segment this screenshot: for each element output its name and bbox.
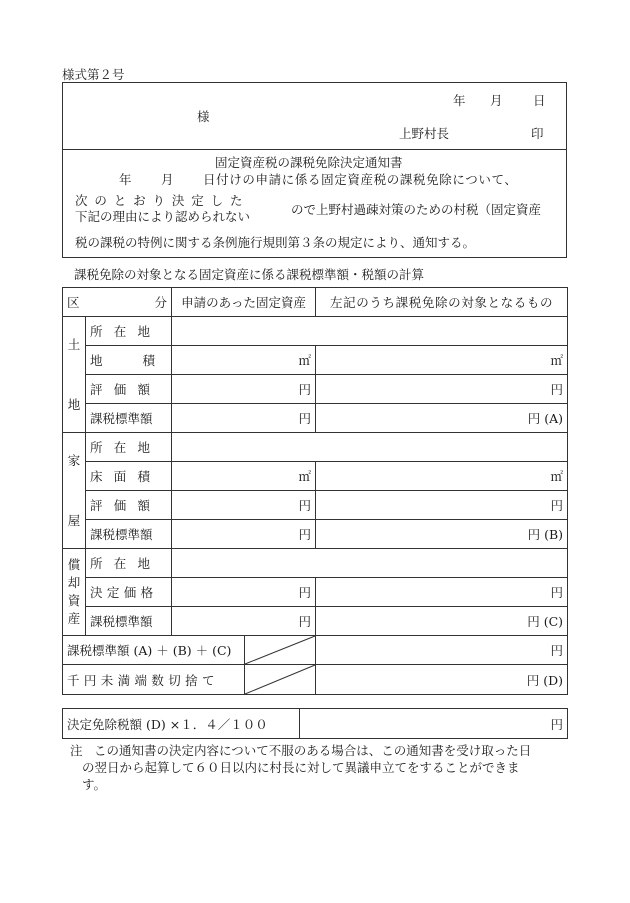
date-year: 年 (453, 93, 466, 108)
land-group-label: 土 地 (63, 317, 86, 433)
depr-group-label: 償 却 資 産 (63, 549, 86, 636)
table-row (63, 404, 568, 433)
land-valuation-applied[interactable]: 円 (172, 375, 316, 404)
round-label: 千円未満端数切捨て (63, 665, 245, 695)
notice-line2: ので上野村過疎対策のための村税（固定資産 (291, 202, 542, 217)
notice-line1: 日付けの申請に係る固定資産税の課税免除について、 (203, 172, 518, 187)
calc-table (62, 287, 568, 695)
diagonal-line (245, 636, 315, 664)
house-floor-exempt[interactable]: ㎡ (316, 462, 568, 491)
table-row (63, 433, 568, 462)
decision-label: 決定免除税額 (D) ×１．４／１００ (63, 709, 300, 739)
table-row (63, 549, 568, 578)
depr-price-applied[interactable]: 円 (172, 578, 316, 607)
note-line2: の翌日から起算して６０日以内に村長に対して異議申立てをすることができま (82, 760, 520, 775)
depr-base-exempt[interactable]: 円 (C) (316, 607, 568, 636)
seal-mark: 印 (531, 126, 544, 141)
form-number: 様式第２号 (62, 67, 125, 82)
decision-row (63, 709, 568, 739)
note-line1: この通知書の決定内容について不服のある場合は、この通知書を受け取った日 (94, 743, 532, 758)
house-base-applied[interactable]: 円 (172, 520, 316, 549)
issuer: 上野村長 (399, 126, 450, 141)
head-kubun: 区 分 (63, 288, 172, 317)
round-exempt[interactable]: 円 (D) (316, 665, 568, 695)
diagonal-line (245, 665, 315, 694)
house-valuation-applied[interactable]: 円 (172, 491, 316, 520)
sum-label: 課税標準額 (A) ＋ (B) ＋ (C) (63, 636, 245, 665)
table-row (63, 462, 568, 491)
round-slash-cell (245, 665, 316, 695)
house-floor-applied[interactable]: ㎡ (172, 462, 316, 491)
table-row (63, 317, 568, 346)
depr-location-value[interactable] (172, 549, 568, 578)
house-valuation-exempt[interactable]: 円 (316, 491, 568, 520)
decision-table (62, 708, 568, 739)
land-location-value[interactable] (172, 317, 568, 346)
depr-base-label: 課税標準額 (86, 607, 172, 636)
house-location-label: 所在地 (86, 433, 172, 462)
table-row (63, 578, 568, 607)
note-mark: 注 (70, 743, 83, 758)
land-area-exempt[interactable]: ㎡ (316, 346, 568, 375)
head-exempt: 左記のうち課税免除の対象となるもの (316, 288, 568, 317)
house-valuation-label: 評価額 (86, 491, 172, 520)
land-area-applied[interactable]: ㎡ (172, 346, 316, 375)
house-base-label: 課税標準額 (86, 520, 172, 549)
sum-exempt[interactable]: 円 (316, 636, 568, 665)
land-base-exempt[interactable]: 円 (A) (316, 404, 568, 433)
addressee-suffix: 様 (197, 109, 210, 124)
option-rejected: 下記の理由により認められない (75, 209, 251, 224)
table-row (63, 636, 568, 665)
depr-location-label: 所在地 (86, 549, 172, 578)
land-location-label: 所在地 (86, 317, 172, 346)
decision-value[interactable]: 円 (300, 709, 568, 739)
land-area-label: 地積 (86, 346, 172, 375)
table-row (63, 607, 568, 636)
table-row (63, 375, 568, 404)
sum-slash-cell (245, 636, 316, 665)
table-row (63, 491, 568, 520)
house-location-value[interactable] (172, 433, 568, 462)
depr-price-exempt[interactable]: 円 (316, 578, 568, 607)
notice-month: 月 (161, 172, 174, 187)
note-line3: す。 (82, 777, 107, 792)
date-month: 月 (490, 93, 503, 108)
calc-heading: 課税免除の対象となる固定資産に係る課税標準額・税額の計算 (74, 267, 425, 282)
land-valuation-exempt[interactable]: 円 (316, 375, 568, 404)
notice-box (62, 149, 567, 258)
notice-line3: 税の課税の特例に関する条例施行規則第３条の規定により、通知する。 (75, 235, 476, 250)
table-row (63, 520, 568, 549)
land-valuation-label: 評価額 (86, 375, 172, 404)
head-applied: 申請のあった固定資産 (172, 288, 316, 317)
date-day: 日 (533, 93, 546, 108)
house-base-exempt[interactable]: 円 (B) (316, 520, 568, 549)
table-row (63, 665, 568, 695)
house-group-label: 家 屋 (63, 433, 86, 549)
house-floor-label: 床面積 (86, 462, 172, 491)
table-row (63, 346, 568, 375)
depr-price-label: 決定価格 (86, 578, 172, 607)
notice-title: 固定資産税の課税免除決定通知書 (215, 155, 403, 170)
option-decided: 次のとおり決定した (75, 193, 250, 208)
land-base-applied[interactable]: 円 (172, 404, 316, 433)
header-box (62, 82, 567, 150)
notice-year: 年 (119, 172, 132, 187)
depr-base-applied[interactable]: 円 (172, 607, 316, 636)
table-header-row (63, 288, 568, 317)
land-base-label: 課税標準額 (86, 404, 172, 433)
